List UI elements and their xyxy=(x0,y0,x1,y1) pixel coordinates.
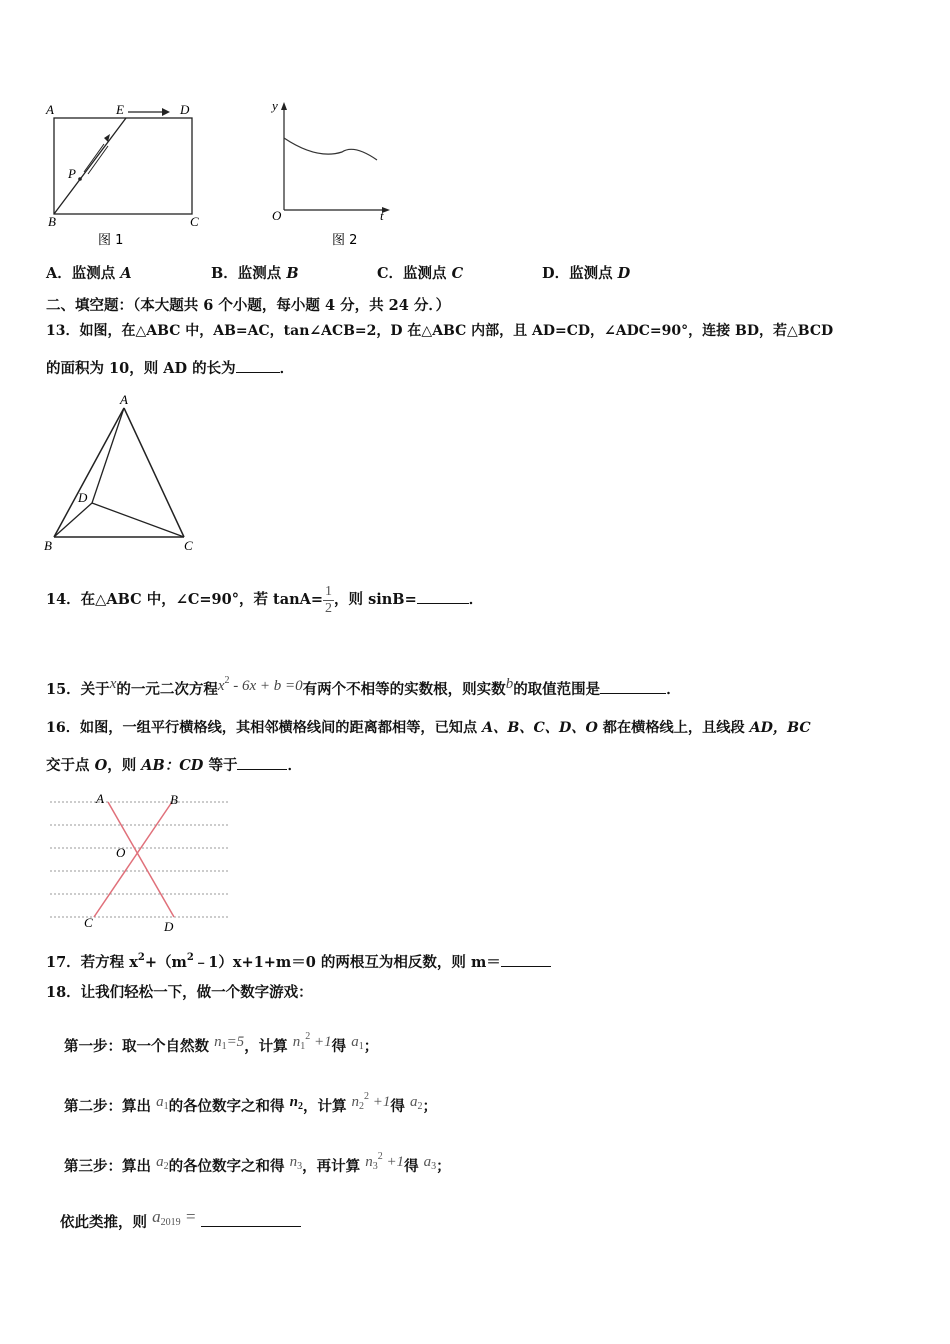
q18-final-eq: = xyxy=(180,1207,197,1226)
option-c-point: C xyxy=(451,265,464,282)
q18-a1-sub: 1 xyxy=(358,1041,364,1052)
q17-answer-blank[interactable] xyxy=(501,952,551,967)
q15: 15．关于x的一元二次方程$x^2 - 6x + b =0$有两个不相等的实数根，则实数b的取值范围是 ． xyxy=(46,675,681,698)
q18-e1-plus: +1 xyxy=(310,1034,332,1050)
q15-equation xyxy=(217,675,303,694)
q17 xyxy=(46,948,551,973)
q18-step2-a2 xyxy=(410,1094,423,1110)
q18-final-expr xyxy=(152,1207,196,1226)
q18-e1-sub: 1 xyxy=(300,1041,306,1052)
q15-answer-blank[interactable] xyxy=(600,679,666,694)
q14-denominator: 2 xyxy=(325,600,333,616)
option-a[interactable] xyxy=(46,262,132,283)
q18-final xyxy=(60,1202,301,1238)
q18-s3a3-sub: 3 xyxy=(431,1161,437,1172)
q18-e2-plus: +1 xyxy=(369,1094,391,1110)
option-c[interactable] xyxy=(377,262,463,283)
q16-l2-ab: AB：CD xyxy=(141,757,204,774)
q17-part3: ﹣1）x+1+m＝0 的两根互为相反数，则 m＝ xyxy=(193,954,501,971)
q18-step2-expr xyxy=(351,1091,391,1112)
q18-n1-sub: 1 xyxy=(221,1041,227,1052)
q18-step1-eq: =5 xyxy=(226,1034,245,1050)
q18-step2-d: 得 xyxy=(390,1098,405,1115)
q17-exp1: 2 xyxy=(137,952,145,963)
q13-line1: 13．如图，在△ABC 中，AB=AC，tan∠ACB=2，D 在△ABC 内部，且 AD=CD，∠ADC=90°，连接 BD，若△BCD xyxy=(46,323,834,339)
q13-line2: 的面积为 10，则 AD 的长为 ． xyxy=(46,360,295,377)
grid-label-b: B xyxy=(170,792,178,807)
q18-step3-expr xyxy=(365,1151,405,1172)
q18-s3n3-n: n xyxy=(289,1154,298,1170)
fig1-caption: 图 1 xyxy=(98,233,124,248)
q18-step3 xyxy=(64,1142,451,1182)
q18-s2n2-sub: 2 xyxy=(297,1101,303,1112)
option-d-letter: D． xyxy=(542,265,570,282)
q18-e3-n: n xyxy=(365,1154,373,1170)
q18-e2-sub: 2 xyxy=(359,1101,365,1112)
figure-2 xyxy=(262,98,392,250)
q13-line2-text: 的面积为 10，则 AD 的长为 xyxy=(46,360,236,377)
q18-step1-b: ，计算 xyxy=(244,1038,288,1055)
triangle-label-c: C xyxy=(184,538,193,553)
q15-part3: 有两个不相等的实数根，则实数 xyxy=(302,681,506,698)
q18-e2-sq: 2 xyxy=(364,1091,370,1102)
q16-l1-pts: A、B、C、D、O xyxy=(482,720,598,736)
q18-n1-n: n xyxy=(214,1034,222,1050)
option-a-point: A xyxy=(120,265,132,282)
q16-line2: 交于点 O，则 AB：CD 等于 ． xyxy=(46,757,302,774)
option-d[interactable] xyxy=(542,262,630,283)
q16-l2-c: 等于 xyxy=(203,757,238,774)
q16-answer-blank[interactable] xyxy=(237,755,287,770)
q17-exp2: 2 xyxy=(186,952,194,963)
q18-step2-end: ； xyxy=(422,1098,437,1115)
q18-final-sub: 2019 xyxy=(160,1217,181,1228)
q18-s2n2-n: n xyxy=(289,1094,298,1110)
fig1-label-d: D xyxy=(180,102,190,117)
fig1-label-p: P xyxy=(68,166,76,181)
q15-eq-rest: - 6x + b =0 xyxy=(229,678,303,694)
q18-e3-sub: 3 xyxy=(372,1161,378,1172)
q18-step3-c: ，再计算 xyxy=(302,1158,361,1175)
q16-l1-a: 16．如图，一组平行横格线，其相邻横格线间的距离都相等，已知点 xyxy=(46,720,483,736)
option-b[interactable] xyxy=(211,262,299,283)
q18-step2-n2 xyxy=(290,1094,303,1110)
option-d-text: 监测点 xyxy=(569,265,618,282)
q14-prefix: 14．在△ABC 中，∠C=90°，若 tanA= xyxy=(46,591,324,608)
q18-step1-n1 xyxy=(214,1034,244,1050)
q18-answer-blank[interactable] xyxy=(201,1212,301,1227)
grid-figure xyxy=(44,790,234,936)
q18-step3-a: 第三步：算出 xyxy=(64,1158,151,1175)
q18-step2-b: 的各位数字之和得 xyxy=(168,1098,285,1115)
option-d-point: D xyxy=(617,265,631,282)
option-c-letter: C． xyxy=(377,265,404,282)
q18-step1 xyxy=(64,1022,378,1062)
fig1-label-b: B xyxy=(48,214,56,229)
fig1-label-a: A xyxy=(46,102,54,117)
grid-label-c: C xyxy=(84,915,93,930)
triangle-figure xyxy=(40,390,210,556)
q18-step3-d: 得 xyxy=(404,1158,419,1175)
q18-final-var: a xyxy=(152,1207,161,1226)
q18-e2-n: n xyxy=(351,1094,360,1110)
q18-final-a: 依此类推，则 xyxy=(60,1214,147,1231)
q15-part4: 的取值范围是 xyxy=(513,681,601,698)
q18-e3-plus: +1 xyxy=(382,1154,405,1170)
q14-numerator: 1 xyxy=(325,583,333,599)
q13-answer-blank[interactable] xyxy=(236,358,280,373)
option-a-letter: A． xyxy=(46,265,72,282)
section-header: 二、填空题：（本大题共 6 个小题，每小题 4 分，共 24 分．） xyxy=(46,297,451,314)
q18-step3-end: ； xyxy=(436,1158,451,1175)
grid-label-d: D xyxy=(164,919,174,934)
q18-step1-a: 第一步：取一个自然数 xyxy=(64,1038,209,1055)
q15-var-b: b xyxy=(505,676,514,692)
option-a-text: 监测点 xyxy=(71,265,121,282)
fig2-label-t: t xyxy=(380,208,384,223)
q15-part2: 的一元二次方程 xyxy=(116,681,218,698)
q15-var-x: x xyxy=(109,676,117,692)
q18-e1-sq: 2 xyxy=(305,1031,311,1042)
q18-step3-n3 xyxy=(290,1154,303,1170)
q15-eq-exp: 2 xyxy=(224,675,230,686)
fig2-label-o: O xyxy=(272,208,282,223)
q18-s2a2-sub: 2 xyxy=(417,1101,423,1112)
grid-label-o: O xyxy=(116,845,126,860)
q16-l2-b: ，则 xyxy=(107,757,142,774)
q16-l1-b: 都在横格线上，且线段 xyxy=(597,720,750,736)
q16-l2-o: O xyxy=(94,757,108,774)
q18-step2-a1 xyxy=(156,1094,169,1110)
q14-suffix: ，则 sinB= xyxy=(334,591,417,608)
fig1-label-c: C xyxy=(190,214,199,229)
q18-step1-end: ； xyxy=(363,1038,379,1055)
q17-part1: 17．若方程 x xyxy=(46,954,138,971)
q18-title: 18．让我们轻松一下，做一个数字游戏： xyxy=(46,984,313,1001)
grid-label-a: A xyxy=(96,791,104,806)
fig1-label-e: E xyxy=(116,102,124,117)
q18-s2a1-a: a xyxy=(156,1094,164,1110)
q18-a1-a: a xyxy=(351,1034,359,1050)
triangle-label-a: A xyxy=(120,392,128,407)
q16-l2-a: 交于点 xyxy=(46,757,95,774)
q14-answer-blank[interactable] xyxy=(417,589,469,604)
q18-step1-c: 得 xyxy=(331,1038,347,1055)
option-b-letter: B． xyxy=(211,265,238,282)
q16-line1 xyxy=(46,718,811,738)
triangle-label-b: B xyxy=(44,538,52,553)
q18-s2a2-a: a xyxy=(409,1094,418,1110)
triangle-label-d: D xyxy=(78,490,88,505)
option-b-point: B xyxy=(286,265,299,282)
q18-step2 xyxy=(64,1082,437,1122)
q18-s3a2-sub: 2 xyxy=(163,1161,169,1172)
figure-1 xyxy=(40,98,220,250)
fig2-caption: 图 2 xyxy=(332,233,358,248)
q15-part1: 15．关于 xyxy=(46,681,110,698)
q18-step2-c: ，计算 xyxy=(302,1098,347,1115)
q18-s3n3-sub: 3 xyxy=(297,1161,303,1172)
q18-s3a2-a: a xyxy=(156,1154,164,1170)
q18-step3-a2 xyxy=(156,1154,169,1170)
option-c-text: 监测点 xyxy=(403,265,452,282)
option-b-text: 监测点 xyxy=(237,265,287,282)
q18-e1-n: n xyxy=(292,1034,301,1050)
q18-step3-a3 xyxy=(424,1154,437,1170)
q18-s2a1-sub: 1 xyxy=(163,1101,169,1112)
q18-step3-b: 的各位数字之和得 xyxy=(168,1158,285,1175)
q18-s3a3-a: a xyxy=(423,1154,432,1170)
q18-step2-a: 第二步：算出 xyxy=(64,1098,151,1115)
q14: 14．在△ABC 中，∠C=90°，若 tanA= $\frac{1}{2}$ ，则 sinB= ． xyxy=(46,583,484,616)
q17-part2: +（m xyxy=(144,954,187,971)
q15-eq-x: x xyxy=(217,678,225,694)
q16-l1-seg: AD，BC xyxy=(749,720,811,736)
q18-step1-expr xyxy=(292,1031,332,1052)
q18-step1-a1 xyxy=(351,1034,364,1050)
fig2-label-y: y xyxy=(272,98,278,113)
q14-fraction xyxy=(323,584,334,617)
q18-e3-sq: 2 xyxy=(377,1151,383,1162)
